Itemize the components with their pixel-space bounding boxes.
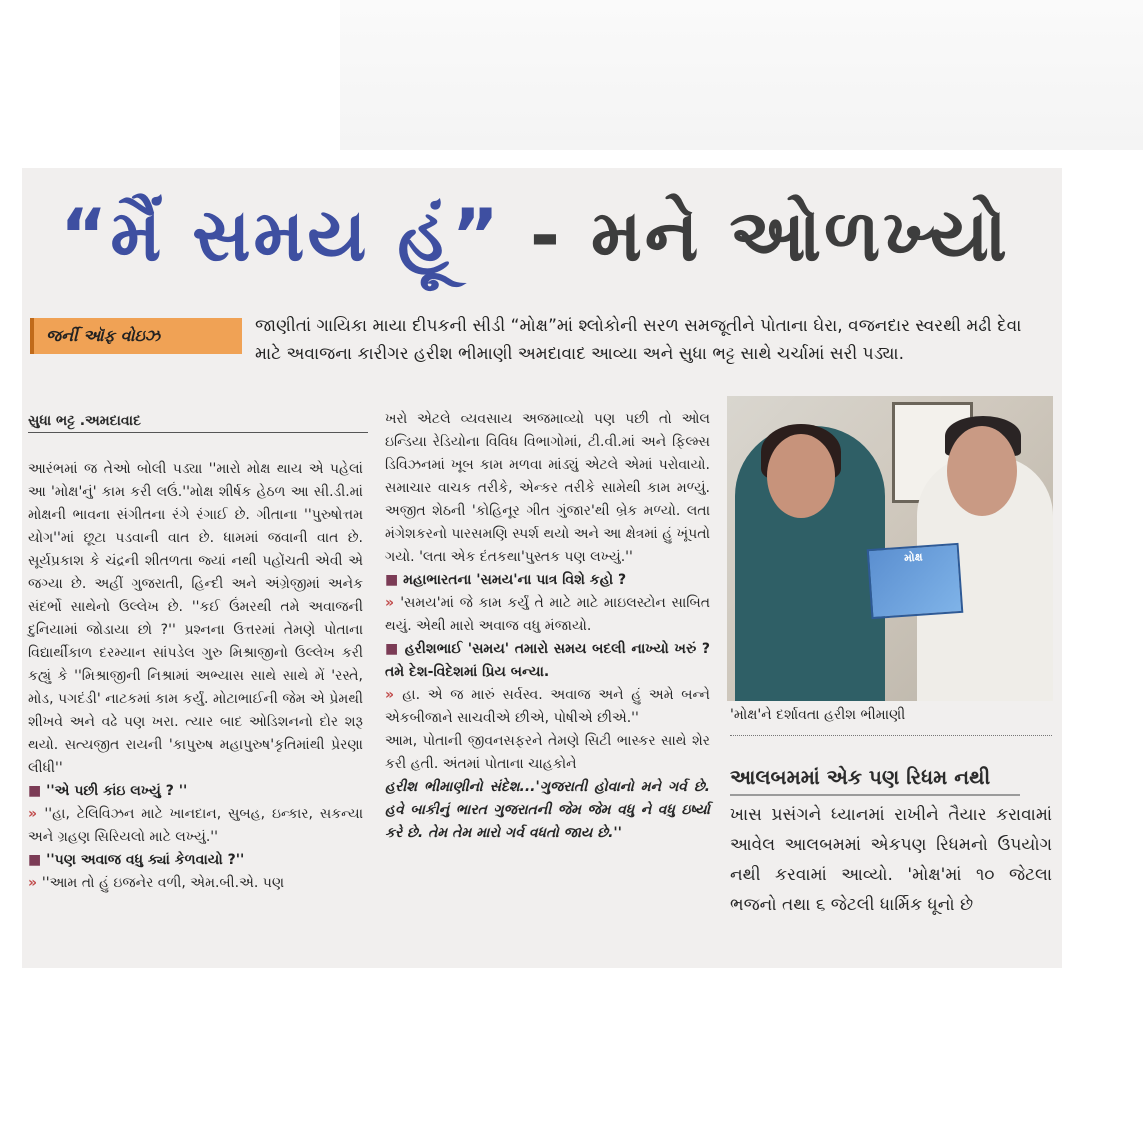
byline: સુધા ભટ્ટ .અમદાવાદ [28,413,368,433]
answer: » હા. એ જ મારું સર્વસ્વ. અવાજ અને હું અમે બન્ને એકબીજાને સાચવીએ છીએ, પોષીએ છીએ.'' [385,684,710,730]
answer: » ''આમ તો હું ઇજનેર વળી, એમ.બી.એ. પણ [28,872,363,895]
article-column-1 [28,458,363,895]
paragraph: આરંભમાં જ તેઓ બોલી પડ્યા ''મારો મોક્ષ થાય એ પહેલાં આ 'મોક્ષ'નું' કામ કરી લઉં.''મોક્ષ શીર્ષક હેઠળ આ સી.ડી.માં મોક્ષની ભાવના સંગીતના રંગે રંગાઈ છે. ગીતાના ''પુરુષોત્તમ યોગ''માં છૂટા પડવાની વાત છે. ધામમાં જવાની વાત છે. સૂર્યપ્રકાશ કે ચંદ્રની શીતળતા જ્યાં નથી પહોંચતી એવી એ જગ્યા છે. અહીં ગુજરાતી, હિન્દી અને અંગ્રેજીમાં અનેક સંદર્ભો સાથેનો ઉલ્લેખ છે. ''કઈ ઉંમરથી તમે અવાજની દુનિયામાં જોડાયા છો ?'' પ્રશ્નના ઉત્તરમાં તેમણે પોતાના વિદ્યાર્થીકાળ દરમ્યાન સાંપડેલ ગુરુ મિશ્રાજીનો ઉલ્લેખ કરી કહ્યું કે ''મિશ્રાજીની નિશ્રામાં અભ્યાસ સાથે સાથે મેં 'રસ્તે, મોડ, પગદંડી' નાટકમાં કામ કર્યું. મોટાભાઈની જેમ એ પ્રેમથી શીખવે અને વઢે પણ ખરા. ત્યાર બાદ ઓડિશનનો દોર શરૂ થયો. સત્યજીત રાયની 'કાપુરુષ મહાપુરુષ'કૃતિમાંથી પ્રેરણા લીધી'' [28,461,363,776]
paragraph: આમ, પોતાની જીવનસફરને તેમણે સિટી ભાસ્કર સાથે શેર કરી હતી. અંતમાં પોતાના ચાહકોને [385,733,710,772]
scan-background-strip [340,0,1143,150]
photo-caption: 'મોક્ષ'ને દર્શાવતા હરીશ ભીમાણી [730,707,906,723]
question: ■ ''પણ અવાજ વધુ ક્યાં કેળવાયો ?'' [28,849,363,872]
divider [730,735,1052,736]
question: ■ ''એ પછી કાંઇ લખ્યું ? '' [28,780,363,803]
cd-cover: મોક્ષ [867,543,964,619]
man-face [947,426,1017,516]
article-photo [727,396,1053,701]
answer: » ''હા, ટેલિવિઝન માટે ખાનદાન, સુબહ, ઇન્કાર, સકન્યા અને ગ્રહણ સિરિયલો માટે લખ્યું.'' [28,803,363,849]
sidebar-heading: આલબમમાં એક પણ રિધમ નથી [730,760,1020,796]
woman-face [767,434,835,518]
headline-rest: - મને ઓળખ્યો [501,193,1010,277]
headline [60,180,1040,290]
sidebar-text [730,800,1052,920]
closing-message: હરીશ ભીમાણીનો સંદેશ...'ગુજરાતી હોવાનો મને ગર્વ છે. હવે બાકીનું ભારત ગુજરાતની જેમ જેમ વધુ ને વધુ ઇર્ષ્યા કરે છે. તેમ તેમ મારો ગર્વ વધતો જાય છે.'' [385,779,710,841]
answer: » 'સમય'માં જે કામ કર્યું તે માટે માટે માઇલસ્ટોન સાબિત થયું. એથી મારો અવાજ વધુ મંજાયો. [385,592,710,638]
article-column-2 [385,408,710,845]
question: ■ હરીશભાઈ 'સમય' તમારો સમય બદલી નાખ્યો ખરું ? તમે દેશ-વિદેશમાં પ્રિય બન્યા. [385,638,710,684]
paragraph: ખાસ પ્રસંગને ધ્યાનમાં રાખીને તૈયાર કરાવામાં આવેલ આલબમમાં એકપણ રિધમનો ઉપયોગ નથી કરવામાં આવ્યો. 'મોક્ષ'માં ૧૦ જેટલા ભજનો તથા ૬ જેટલી ધાર્મિક ધૂનો છે [730,805,1052,915]
intro-text: જાણીતાં ગાયિકા માયા દીપકની સીડી “મોક્ષ”માં શ્લોકોની સરળ સમજૂતીને પોતાના ઘેરા, વજનદાર સ્વરથી મઢી દેવા માટે અવાજના કારીગર હરીશ ભીમાણી અમદાવાદ આવ્યા અને સુધા ભટ્ટ સાથે ચર્ચામાં સરી પડ્યા. [255,316,1022,364]
headline-quote: “મૈં સમય હૂં” [60,193,502,277]
paragraph: ખરો એટલે વ્યવસાય અજમાવ્યો પણ પછી તો ઓલ ઇન્ડિયા રેડિયોના વિવિધ વિભાગોમાં, ટી.વી.માં અને ફિલ્મ્સ ડિવિઝનમાં ખૂબ કામ મળવા માંડ્યું એટલે એમાં પરોવાયો. સમાચાર વાચક તરીકે, એન્કર તરીકે સામેથી કામ મળ્યું. અજીત શેઠની 'કોહિનૂર ગીત ગુંજાર'થી બ્રેક મળ્યો. લતા મંગેશકરનો પારસમણિ સ્પર્શ થયો અને આ ક્ષેત્રમાં હું ખૂંપતો ગયો. 'લતા એક દંતકથા'પુસ્તક પણ લખ્યું.'' [385,411,710,565]
question: ■ મહાભારતના 'સમય'ના પાત્ર વિશે કહો ? [385,569,710,592]
section-tag: જર્ની ઑફ વોઇઝ [30,318,242,354]
